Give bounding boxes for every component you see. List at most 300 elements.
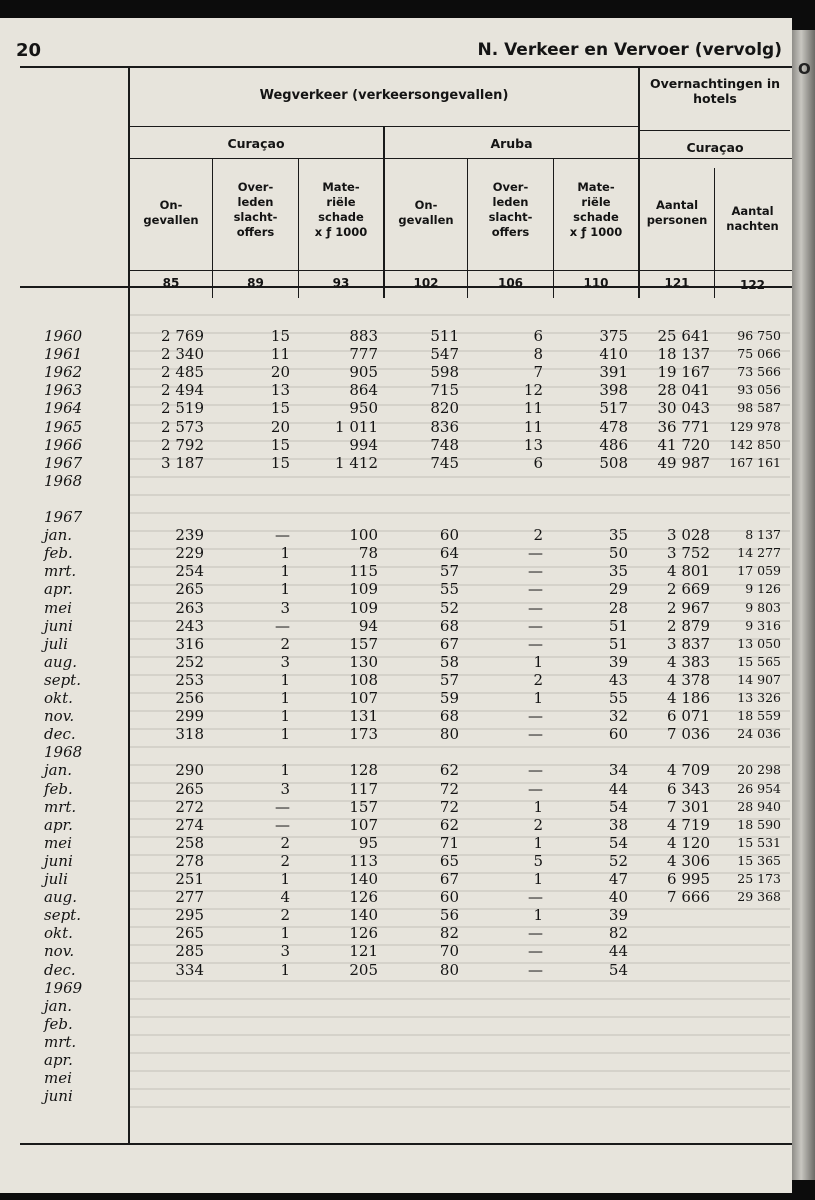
table-cell: 239 bbox=[175, 526, 204, 545]
table-cell: 39 bbox=[608, 906, 628, 925]
table-cell: 51 bbox=[608, 616, 628, 635]
row-label: 1968 bbox=[44, 743, 83, 762]
row-label: aug. bbox=[44, 888, 77, 907]
table-cell: 109 bbox=[349, 598, 378, 617]
table-cell: — bbox=[275, 797, 290, 816]
row-label: 1968 bbox=[44, 471, 83, 490]
table-cell: 56 bbox=[439, 906, 459, 925]
table-cell: — bbox=[275, 526, 290, 545]
table-cell: 1 bbox=[280, 544, 290, 563]
table-cell: 57 bbox=[439, 562, 459, 581]
row-label: dec. bbox=[44, 960, 76, 979]
table-cell: 50 bbox=[608, 544, 628, 563]
row-label: 1965 bbox=[44, 417, 83, 436]
page-number: 20 bbox=[16, 40, 42, 61]
table-cell: 2 bbox=[280, 634, 290, 653]
table-cell: 1 412 bbox=[335, 453, 378, 472]
table-cell: 9 126 bbox=[745, 581, 781, 597]
table-cell: 2 bbox=[280, 906, 290, 925]
table-cell: — bbox=[528, 960, 543, 979]
row-label: 1961 bbox=[44, 345, 83, 364]
row-label: juli bbox=[44, 870, 68, 888]
table-cell: — bbox=[528, 924, 543, 943]
table-cell: 4 383 bbox=[667, 652, 710, 671]
column-header-top-rule bbox=[130, 158, 792, 159]
table-cell: 36 771 bbox=[657, 417, 710, 436]
col-number: 106 bbox=[497, 276, 524, 290]
table-cell: 2 bbox=[533, 815, 543, 834]
table-cell: 265 bbox=[175, 779, 204, 798]
table-cell: 67 bbox=[439, 634, 459, 653]
subheader-aruba: Aruba bbox=[490, 136, 533, 151]
table-cell: 25 173 bbox=[737, 871, 781, 886]
table-cell: 318 bbox=[175, 725, 204, 744]
table-cell: 72 bbox=[439, 779, 459, 798]
row-label: aug. bbox=[44, 652, 77, 671]
table-cell: 4 801 bbox=[667, 562, 710, 581]
table-cell: 1 bbox=[533, 689, 543, 707]
table-cell: 78 bbox=[358, 544, 378, 563]
table-cell: 9 803 bbox=[745, 599, 781, 615]
table-cell: 142 850 bbox=[729, 436, 781, 452]
table-cell: 229 bbox=[175, 544, 204, 563]
table-cell: 334 bbox=[175, 960, 204, 979]
table-cell: 8 bbox=[533, 345, 543, 364]
table-cell: — bbox=[528, 580, 543, 599]
col-header-ongevallen-aruba: On- gevallen bbox=[398, 198, 454, 227]
table-cell: 28 041 bbox=[657, 381, 710, 400]
table-cell: 95 bbox=[358, 833, 378, 852]
table-cell: 12 bbox=[523, 381, 543, 400]
row-label: jan. bbox=[44, 526, 73, 545]
table-cell: 173 bbox=[349, 725, 378, 744]
table-cell: 54 bbox=[608, 833, 628, 852]
table-cell: 2 519 bbox=[161, 399, 204, 418]
col-number: 89 bbox=[247, 276, 264, 290]
table-cell: — bbox=[528, 725, 543, 744]
table-cell: 68 bbox=[439, 616, 459, 635]
table-cell: 11 bbox=[270, 345, 290, 364]
table-cell: 864 bbox=[349, 381, 378, 400]
table-cell: 55 bbox=[608, 689, 628, 707]
table-cell: 64 bbox=[439, 544, 459, 563]
table-cell: 73 566 bbox=[737, 364, 781, 380]
table-cell: 252 bbox=[175, 652, 204, 671]
table-cell: 107 bbox=[349, 689, 378, 707]
sub-rule-right bbox=[640, 130, 790, 131]
table-cell: 15 365 bbox=[737, 852, 781, 868]
row-label: juni bbox=[44, 1087, 73, 1106]
table-cell: 35 bbox=[608, 526, 628, 545]
table-cell: 950 bbox=[349, 399, 378, 418]
table-cell: 54 bbox=[608, 797, 628, 816]
table-cell: 205 bbox=[349, 960, 378, 979]
table-cell: 35 bbox=[608, 562, 628, 581]
row-label: 1967 bbox=[44, 453, 83, 472]
table-cell: 70 bbox=[439, 942, 459, 961]
table-cell: 7 036 bbox=[667, 725, 710, 744]
table-cell: — bbox=[528, 942, 543, 961]
col-header-overleden-curacao: Over- leden slacht- offers bbox=[233, 180, 278, 239]
table-cell: 98 587 bbox=[737, 400, 781, 416]
table-cell: 18 137 bbox=[657, 345, 710, 364]
table-cell: 55 bbox=[439, 580, 459, 599]
col-number: 122 bbox=[739, 278, 766, 292]
table-cell: 82 bbox=[608, 924, 628, 943]
table-cell: 7 666 bbox=[667, 888, 710, 907]
table-cell: 60 bbox=[439, 888, 459, 907]
row-label: dec. bbox=[44, 725, 76, 744]
table-cell: 715 bbox=[430, 381, 459, 400]
table-cell: 547 bbox=[430, 345, 459, 364]
table-cell: 1 bbox=[533, 652, 543, 671]
table-cell: 126 bbox=[349, 888, 378, 907]
table-cell: 4 bbox=[280, 888, 290, 907]
row-label: 1964 bbox=[44, 399, 83, 418]
row-label: mrt. bbox=[44, 562, 77, 581]
table-cell: 2 340 bbox=[161, 345, 204, 364]
subheader-curacao-hotels: Curaçao bbox=[686, 140, 744, 155]
table-cell: 17 059 bbox=[737, 563, 781, 579]
table-cell: 1 bbox=[280, 761, 290, 780]
table-cell: 5 bbox=[533, 851, 543, 870]
table-cell: 777 bbox=[349, 345, 378, 364]
row-label: 1963 bbox=[44, 381, 83, 400]
row-label: apr. bbox=[44, 580, 73, 599]
table-cell: 41 720 bbox=[657, 435, 710, 454]
table-cell: 68 bbox=[439, 707, 459, 726]
table-cell: 6 071 bbox=[667, 707, 710, 726]
table-cell: 32 bbox=[608, 707, 628, 726]
table-cell: 251 bbox=[175, 870, 204, 888]
table-cell: 58 bbox=[439, 652, 459, 671]
table-cell: 131 bbox=[349, 707, 378, 726]
table-cell: 94 bbox=[358, 616, 378, 635]
table-cell: 4 120 bbox=[667, 833, 710, 852]
table-cell: 375 bbox=[599, 327, 628, 345]
table-cell: 2 792 bbox=[161, 435, 204, 454]
table-cell: — bbox=[528, 616, 543, 635]
table-cell: 277 bbox=[175, 888, 204, 907]
col-number: 85 bbox=[162, 276, 180, 290]
row-label: nov. bbox=[44, 707, 75, 726]
col-number: 93 bbox=[332, 276, 350, 290]
col-header-ongevallen-curacao: On- gevallen bbox=[143, 198, 199, 227]
table-cell: 20 298 bbox=[737, 762, 781, 778]
table-cell: 129 978 bbox=[729, 418, 781, 434]
table-cell: 3 028 bbox=[667, 526, 710, 545]
col-number: 102 bbox=[413, 276, 439, 290]
row-label: 1960 bbox=[44, 327, 83, 345]
table-cell: 15 565 bbox=[737, 653, 781, 669]
col-header-overleden-aruba: Over- leden slacht- offers bbox=[488, 180, 533, 239]
page-title: N. Verkeer en Vervoer (vervolg) bbox=[477, 40, 782, 60]
table-cell: 398 bbox=[599, 381, 628, 400]
table-cell: 13 050 bbox=[737, 635, 781, 651]
table-cell: 44 bbox=[608, 942, 628, 961]
table-cell: 52 bbox=[608, 851, 628, 870]
table-cell: 290 bbox=[175, 761, 204, 780]
table-cell: 80 bbox=[439, 960, 459, 979]
table-cell: — bbox=[528, 544, 543, 563]
table-cell: 107 bbox=[349, 815, 378, 834]
table-cell: 100 bbox=[349, 526, 378, 545]
row-label: sept. bbox=[44, 906, 81, 925]
table-cell: 57 bbox=[439, 670, 459, 689]
table-cell: 140 bbox=[349, 906, 378, 925]
table-cell: 44 bbox=[608, 779, 628, 798]
table-cell: — bbox=[528, 779, 543, 798]
table-cell: 2 bbox=[533, 526, 543, 545]
table-cell: 265 bbox=[175, 924, 204, 943]
table-cell: 13 bbox=[523, 435, 543, 454]
table-cell: 15 bbox=[270, 399, 290, 418]
next-page-edge-text: O bbox=[798, 60, 811, 78]
book-page-edge bbox=[792, 30, 815, 1180]
table-cell: 11 bbox=[523, 399, 543, 418]
table-cell: 517 bbox=[599, 399, 628, 418]
table-cell: 274 bbox=[175, 815, 204, 834]
table-cell: 75 066 bbox=[737, 346, 781, 362]
row-label: mei bbox=[44, 598, 72, 617]
table-cell: 26 954 bbox=[737, 780, 781, 796]
table-cell: — bbox=[528, 707, 543, 726]
col-header-aantal-nachten: Aantal nachten bbox=[726, 204, 779, 233]
table-cell: 30 043 bbox=[657, 399, 710, 418]
table-cell: 18 559 bbox=[737, 708, 781, 724]
row-label: feb. bbox=[44, 779, 73, 798]
table-cell: — bbox=[275, 616, 290, 635]
table-cell: 285 bbox=[175, 942, 204, 961]
table-cell: 258 bbox=[175, 833, 204, 852]
table-cell: 256 bbox=[175, 689, 204, 707]
row-label: mei bbox=[44, 1069, 72, 1088]
table-cell: 265 bbox=[175, 580, 204, 599]
col-number: 110 bbox=[583, 276, 609, 290]
table-cell: 6 343 bbox=[667, 779, 710, 798]
table-cell: 109 bbox=[349, 580, 378, 599]
table-cell: 295 bbox=[175, 906, 204, 925]
table-cell: 24 036 bbox=[737, 726, 781, 742]
table-cell: 167 161 bbox=[729, 454, 781, 470]
row-label: apr. bbox=[44, 815, 73, 834]
table-cell: 130 bbox=[349, 652, 378, 671]
table-cell: 2 573 bbox=[161, 417, 204, 436]
table-cell: 108 bbox=[349, 670, 378, 689]
table-cell: 243 bbox=[175, 616, 204, 635]
table-cell: 113 bbox=[349, 851, 378, 870]
table-cell: 1 011 bbox=[335, 417, 378, 436]
table-cell: 272 bbox=[175, 797, 204, 816]
table-cell: 15 bbox=[270, 435, 290, 454]
table-cell: 1 bbox=[280, 580, 290, 599]
table-cell: 29 368 bbox=[737, 889, 781, 905]
table-cell: 126 bbox=[349, 924, 378, 943]
table-cell: 820 bbox=[430, 399, 459, 418]
table-cell: 71 bbox=[439, 833, 459, 852]
group-header-wegverkeer: Wegverkeer (verkeersongevallen) bbox=[259, 88, 509, 103]
table-cell: 391 bbox=[599, 363, 628, 382]
table-cell: 2 bbox=[533, 670, 543, 689]
table-cell: 7 bbox=[533, 363, 543, 382]
table-cell: 4 378 bbox=[667, 670, 710, 689]
row-label: mei bbox=[44, 833, 72, 852]
table-cell: 9 316 bbox=[745, 617, 781, 633]
table-cell: 29 bbox=[608, 580, 628, 599]
table-cell: 96 750 bbox=[737, 328, 781, 343]
table-cell: 3 bbox=[280, 598, 290, 617]
bottom-rule bbox=[20, 1143, 792, 1145]
table-cell: 140 bbox=[349, 870, 378, 888]
row-label: juli bbox=[44, 634, 68, 653]
column-number-rule bbox=[130, 270, 792, 271]
table-cell: 1 bbox=[280, 670, 290, 689]
table-cell: 2 967 bbox=[667, 598, 710, 617]
table-cell: 299 bbox=[175, 707, 204, 726]
table-cell: 15 bbox=[270, 453, 290, 472]
table-cell: 67 bbox=[439, 870, 459, 888]
table-cell: 20 bbox=[270, 363, 290, 382]
table-cell: 2 879 bbox=[667, 616, 710, 635]
table-cell: 905 bbox=[349, 363, 378, 382]
row-label: feb. bbox=[44, 1014, 73, 1033]
table-cell: 1 bbox=[533, 870, 543, 888]
table-cell: 52 bbox=[439, 598, 459, 617]
row-label: mrt. bbox=[44, 797, 77, 816]
table-cell: 486 bbox=[599, 435, 628, 454]
table-cell: 2 bbox=[280, 851, 290, 870]
row-label: sept. bbox=[44, 670, 81, 689]
table-cell: 54 bbox=[608, 960, 628, 979]
table-cell: 1 bbox=[533, 906, 543, 925]
table-cell: 3 bbox=[280, 652, 290, 671]
table-cell: 1 bbox=[280, 725, 290, 744]
table-cell: 8 137 bbox=[745, 527, 781, 543]
table-cell: 43 bbox=[608, 670, 628, 689]
row-label: juni bbox=[44, 616, 73, 635]
table-cell: — bbox=[528, 562, 543, 581]
table-cell: 62 bbox=[439, 815, 459, 834]
table-cell: 34 bbox=[608, 761, 628, 780]
table-cell: 4 719 bbox=[667, 815, 710, 834]
table-cell: 82 bbox=[439, 924, 459, 943]
table-cell: 4 306 bbox=[667, 851, 710, 870]
document-page bbox=[0, 18, 792, 1193]
table-cell: 3 752 bbox=[667, 544, 710, 563]
table-cell: 511 bbox=[430, 327, 459, 345]
table-cell: 14 907 bbox=[737, 671, 781, 687]
table-cell: 2 bbox=[280, 833, 290, 852]
table-cell: 128 bbox=[349, 761, 378, 780]
table-cell: 117 bbox=[349, 779, 378, 798]
table-cell: 2 669 bbox=[667, 580, 710, 599]
col-number: 121 bbox=[664, 276, 690, 290]
table-cell: 15 bbox=[270, 327, 290, 345]
table-cell: 1 bbox=[280, 960, 290, 979]
table-cell: 121 bbox=[349, 942, 378, 961]
table-cell: 883 bbox=[349, 327, 378, 345]
table-cell: 748 bbox=[430, 435, 459, 454]
table-cell: 1 bbox=[533, 797, 543, 816]
table-cell: — bbox=[528, 598, 543, 617]
table-cell: 14 277 bbox=[737, 545, 781, 561]
table-cell: 1 bbox=[280, 870, 290, 888]
table-cell: 49 987 bbox=[657, 453, 710, 472]
table-cell: 1 bbox=[280, 924, 290, 943]
table-cell: 6 bbox=[533, 453, 543, 472]
table-cell: 157 bbox=[349, 797, 378, 816]
table-cell: 263 bbox=[175, 598, 204, 617]
table-cell: 745 bbox=[430, 453, 459, 472]
table-cell: 3 bbox=[280, 779, 290, 798]
table-cell: 3 837 bbox=[667, 634, 710, 653]
table-cell: 72 bbox=[439, 797, 459, 816]
table-cell: 51 bbox=[608, 634, 628, 653]
table-cell: — bbox=[528, 761, 543, 780]
table-cell: 2 494 bbox=[161, 381, 204, 400]
table-cell: 157 bbox=[349, 634, 378, 653]
table-cell: 6 bbox=[533, 327, 543, 345]
table-cell: 3 bbox=[280, 942, 290, 961]
table-cell: 19 167 bbox=[657, 363, 710, 382]
table-cell: 1 bbox=[280, 562, 290, 581]
table-cell: 2 769 bbox=[161, 327, 204, 345]
table-cell: 93 056 bbox=[737, 382, 781, 398]
row-label: 1969 bbox=[44, 978, 83, 997]
row-label: jan. bbox=[44, 996, 73, 1015]
table-cell: 3 187 bbox=[161, 453, 204, 472]
row-label: jan. bbox=[44, 761, 73, 780]
table-cell: 13 326 bbox=[737, 690, 781, 705]
table-cell: 254 bbox=[175, 562, 204, 581]
table-cell: 80 bbox=[439, 725, 459, 744]
row-label: feb. bbox=[44, 544, 73, 563]
table-cell: — bbox=[275, 815, 290, 834]
row-label: apr. bbox=[44, 1051, 73, 1069]
table-cell: 38 bbox=[608, 815, 628, 834]
top-rule bbox=[20, 66, 792, 68]
table-cell: 2 485 bbox=[161, 363, 204, 382]
group-header-overnachtingen: Overnachtingen in hotels bbox=[649, 76, 781, 106]
col-header-aantal-personen: Aantal personen bbox=[646, 198, 708, 227]
table-cell: 18 590 bbox=[737, 816, 781, 832]
table-cell: 15 531 bbox=[737, 834, 781, 850]
table-cell: 115 bbox=[349, 562, 378, 581]
table-cell: 836 bbox=[430, 417, 459, 436]
row-label: juni bbox=[44, 851, 73, 870]
row-label: 1967 bbox=[44, 508, 83, 526]
table-cell: 1 bbox=[280, 707, 290, 726]
row-label: okt. bbox=[44, 924, 73, 943]
table-cell: — bbox=[528, 634, 543, 653]
table-cell: 4 709 bbox=[667, 761, 710, 780]
table-cell: 6 995 bbox=[667, 870, 710, 888]
table-cell: 7 301 bbox=[667, 797, 710, 816]
table-cell: 253 bbox=[175, 670, 204, 689]
subheader-curacao: Curaçao bbox=[227, 136, 285, 151]
table-cell: 28 940 bbox=[737, 798, 781, 814]
table-cell: 47 bbox=[608, 870, 628, 888]
row-label: 1966 bbox=[44, 435, 83, 454]
table-cell: 62 bbox=[439, 761, 459, 780]
table-cell: 65 bbox=[439, 851, 459, 870]
row-label: mrt. bbox=[44, 1032, 77, 1051]
col-header-schade-aruba: Mate- riële schade x ƒ 1000 bbox=[569, 180, 623, 239]
table-cell: 39 bbox=[608, 652, 628, 671]
table-cell: 11 bbox=[523, 417, 543, 436]
table-cell: 4 186 bbox=[667, 689, 710, 707]
table-cell: 410 bbox=[599, 345, 628, 364]
